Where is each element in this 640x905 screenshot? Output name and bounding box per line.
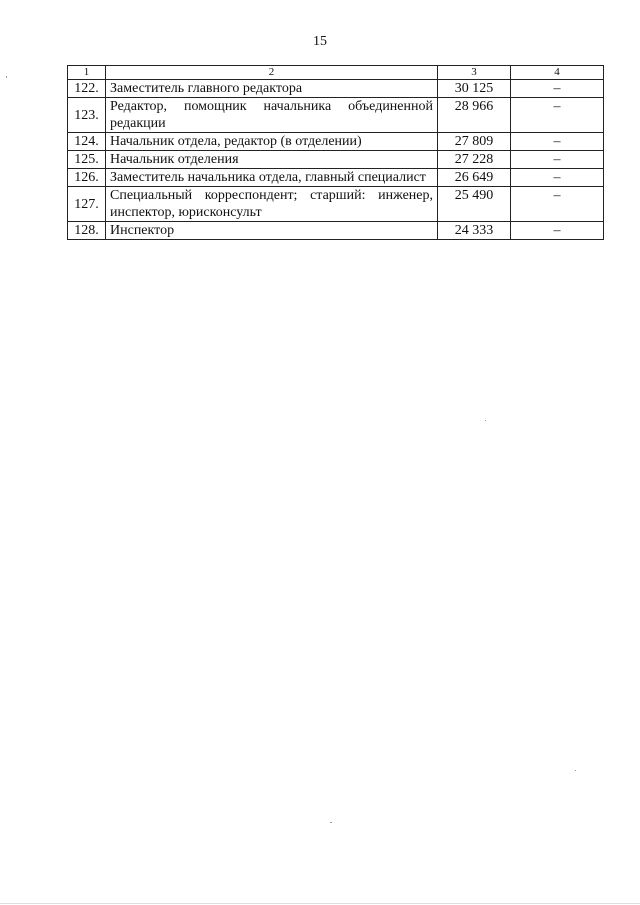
position-name: Инспектор <box>106 222 438 240</box>
salary-table <box>67 65 604 240</box>
position-name: Начальник отделения <box>106 151 438 169</box>
table-row <box>68 80 604 98</box>
scan-artifact <box>575 770 576 771</box>
column-header-2: 2 <box>106 66 438 80</box>
page-number: 15 <box>313 34 327 49</box>
row-number: 127. <box>68 187 106 222</box>
position-name: Редактор, помощник начальника объединенной редакции <box>106 98 438 133</box>
table-row <box>68 133 604 151</box>
position-name: Заместитель главного редактора <box>106 80 438 98</box>
salary-value: 26 649 <box>438 169 511 187</box>
salary-value: 25 490 <box>438 187 511 222</box>
row-number: 128. <box>68 222 106 240</box>
extra-value: – <box>511 80 604 98</box>
extra-value: – <box>511 187 604 222</box>
column-header-1: 1 <box>68 66 106 80</box>
salary-value: 27 228 <box>438 151 511 169</box>
column-header-4: 4 <box>511 66 604 80</box>
row-number: 125. <box>68 151 106 169</box>
table-row <box>68 187 604 222</box>
extra-value: – <box>511 133 604 151</box>
table-header-row <box>68 66 604 80</box>
table-row <box>68 169 604 187</box>
row-number: 122. <box>68 80 106 98</box>
extra-value: – <box>511 222 604 240</box>
position-name: Заместитель начальника отдела, главный специалист <box>106 169 438 187</box>
scan-artifact <box>6 76 7 78</box>
salary-value: 30 125 <box>438 80 511 98</box>
extra-value: – <box>511 98 604 133</box>
row-number: 123. <box>68 98 106 133</box>
table-row <box>68 98 604 133</box>
row-number: 124. <box>68 133 106 151</box>
position-name: Начальник отдела, редактор (в отделении) <box>106 133 438 151</box>
scan-artifact <box>0 903 640 904</box>
salary-value: 24 333 <box>438 222 511 240</box>
position-name: Специальный корреспондент; старший: инженер, инспектор, юрисконсульт <box>106 187 438 222</box>
table-row <box>68 222 604 240</box>
salary-value: 28 966 <box>438 98 511 133</box>
scan-artifact <box>485 420 486 421</box>
row-number: 126. <box>68 169 106 187</box>
column-header-3: 3 <box>438 66 511 80</box>
scan-artifact <box>330 822 332 823</box>
extra-value: – <box>511 169 604 187</box>
table-row <box>68 151 604 169</box>
extra-value: – <box>511 151 604 169</box>
salary-value: 27 809 <box>438 133 511 151</box>
